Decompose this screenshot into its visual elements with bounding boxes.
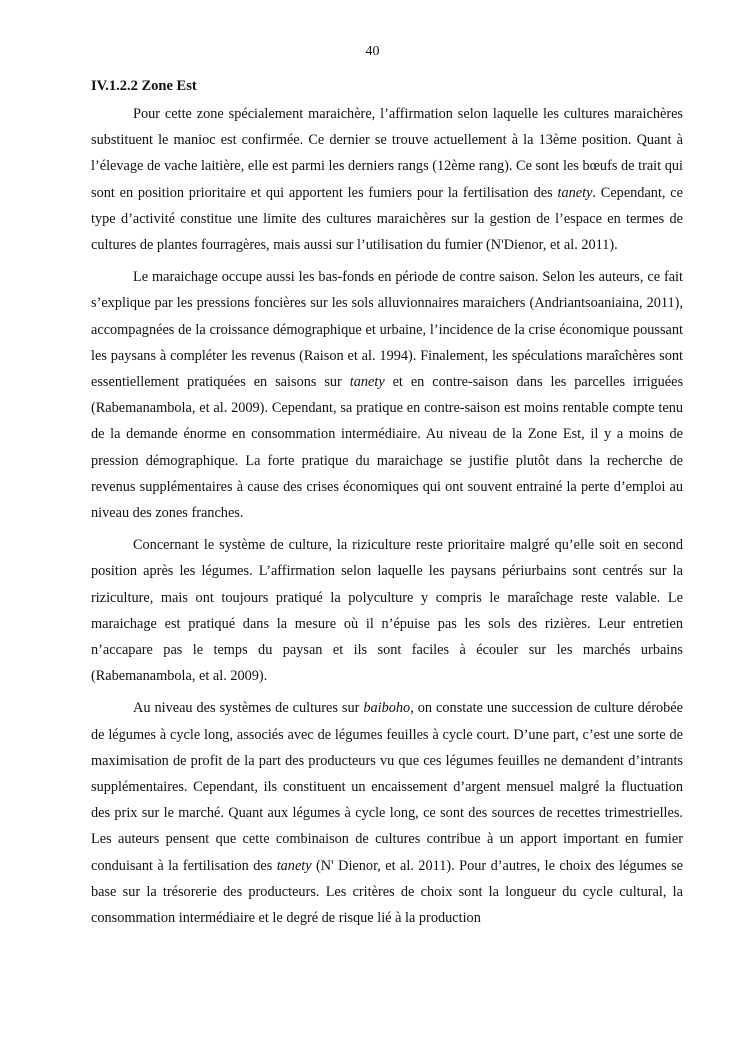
paragraph-text: Au niveau des systèmes de cultures sur xyxy=(133,700,364,717)
italic-term: tanety xyxy=(349,374,385,391)
section-heading: IV.1.2.2 Zone Est xyxy=(91,78,197,94)
page-number: 40 xyxy=(365,44,380,59)
paragraph-text: Le maraichage occupe aussi les bas-fonds en période de contre saison. Selon les auteurs, ce fait s’explique par les pressions foncières sur les sols alluvionnaires maraichers (Andriantsoaniaina, 2011), accompagnées de la croissance démographique et urbaine, l’incidence de la crise économique poussant les paysans à compléter les revenus (Raison et al. 1994). Finalement, les spéculations maraîchères sont essentiellement pratiquées en saisons sur xyxy=(91,269,683,391)
italic-term: tanety xyxy=(276,857,312,874)
paragraph-text: et en contre-saison dans les parcelles irriguées (Rabemanambola, et al. 2009). Cependant, sa pratique en contre-saison est moins rentable compte tenu de la demande énorme en consommation intermédiaire. Au niveau de la Zone Est, il y a moins de pression démographique. La forte pratique du maraichage se justifie plutôt dans la recherche de revenus supplémentaires à cause des crises économiques qui ont souvent entrainé la perte d’emploi au niveau des zones franches. xyxy=(91,374,684,522)
paragraph-3 xyxy=(91,532,683,689)
paragraph-2 xyxy=(91,264,683,526)
italic-term: baiboho xyxy=(363,700,411,717)
paragraph-4 xyxy=(91,695,683,931)
paragraph-text: . Cependant, ce type d’activité constitue une limite des cultures maraichères sur la gestion de l’espace en termes de cultures de plantes fourragères, mais aussi sur l’utilisation du fumier (N'Dienor, et al. 2011). xyxy=(91,184,683,254)
paragraph-text: (N' Dienor, et al. 2011). Pour d’autres, le choix des légumes se base sur la trésorerie des producteurs. Les critères de choix sont la longueur du cycle cultural, la consommation intermédiaire et le degré de risque lié à la production xyxy=(91,857,683,927)
document-body xyxy=(91,77,683,937)
italic-term: tanety xyxy=(557,184,593,201)
paragraph-1 xyxy=(91,101,683,258)
paragraph-text: Pour cette zone spécialement maraichère, l’affirmation selon laquelle les cultures maraichères substituent le manioc est confirmée. Ce dernier se trouve actuellement à la 13ème position. Quant à l’élevage de vache laitière, elle est parmi les derniers rangs (12ème rang). Ce sont les bœufs de trait qui sont en position prioritaire et qui apportent les fumiers pour la fertilisation des xyxy=(91,106,683,201)
paragraph-text: , on constate une succession de culture dérobée de légumes à cycle long, associés avec de légumes feuilles à cycle court. D’une part, c’est une sorte de maximisation de profit de la part des producteurs vu que ces légumes feuilles ne demandent d’intrants supplémentaires. Cependant, ils constituent un encaissement d’argent mensuel malgré la fluctuation des prix sur le marché. Quant aux légumes à cycle long, ce sont des sources de recettes trimestrielles. Les auteurs pensent que cette combinaison de cultures contribue à un apport important en fumier conduisant à la fertilisation des xyxy=(91,700,683,874)
paragraph-text: Concernant le système de culture, la riziculture reste prioritaire malgré qu’elle soit en second position après les légumes. L’affirmation selon laquelle les paysans périurbains sont centrés sur la riziculture, mais ont toujours pratiqué la polyculture y compris le maraîchage reste valable. Le maraichage est pratiqué dans la mesure où il n’épuise pas les sols des rizières. Leur entretien n’accapare pas le temps du paysan et ils sont faciles à écouler sur les marchés urbains (Rabemanambola, et al. 2009). xyxy=(91,537,683,685)
